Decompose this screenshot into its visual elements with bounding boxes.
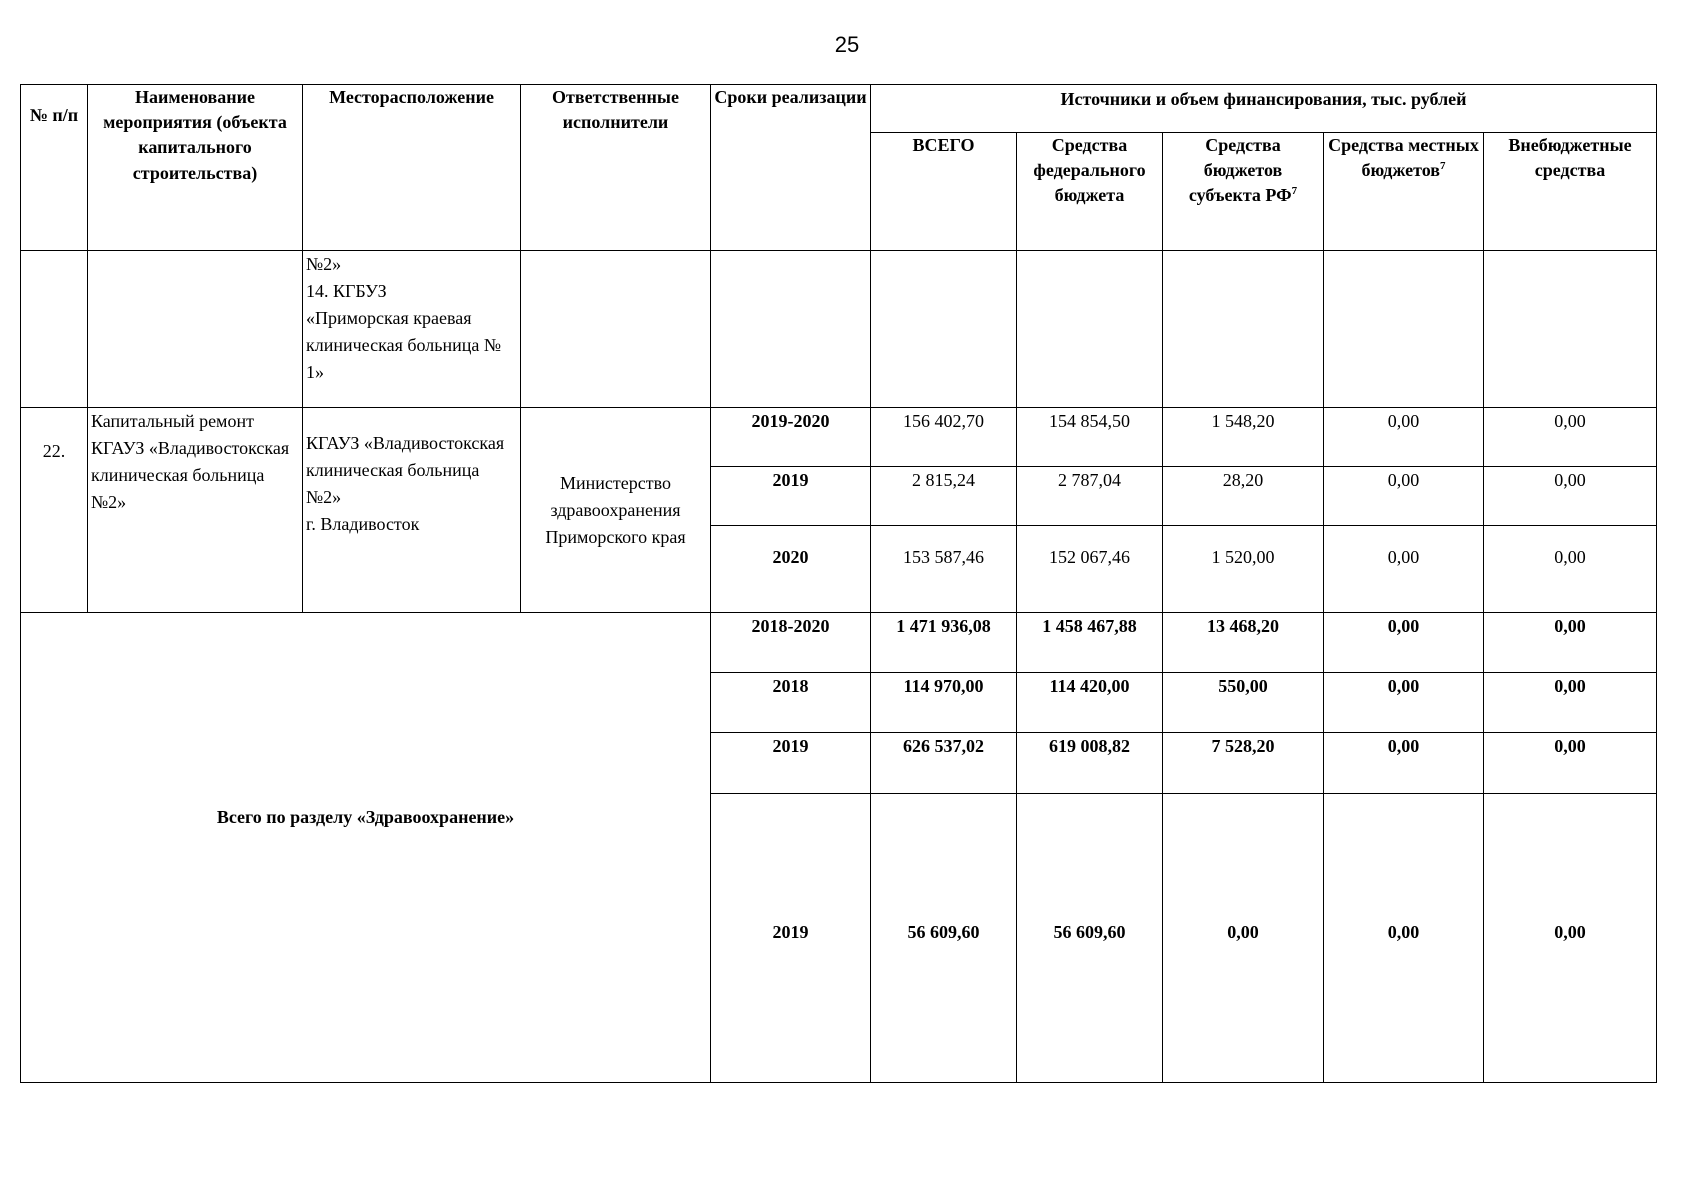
funding-table (20, 84, 1657, 1083)
header-name: Наименование мероприятия (объекта капитального строительства) (88, 85, 303, 251)
local-cell: 0,00 (1324, 673, 1484, 733)
local-cell: 0,00 (1324, 613, 1484, 673)
subject-cell: 7 528,20 (1163, 733, 1324, 794)
page-number: 25 (834, 32, 860, 57)
period-cell: 2018 (711, 673, 871, 733)
extra-cell: 0,00 (1484, 408, 1657, 467)
header-subject-text: Средства бюджетов субъекта РФ (1188, 135, 1292, 206)
header-federal: Средства федерального бюджета (1017, 133, 1163, 251)
cont-name (88, 251, 303, 408)
local-cell: 0,00 (1324, 526, 1484, 613)
extra-cell: 0,00 (1484, 733, 1657, 794)
extra-cell: 0,00 (1484, 467, 1657, 526)
extra-cell: 0,00 (1484, 526, 1657, 613)
federal-cell: 152 067,46 (1017, 526, 1163, 613)
row-number: 22. (21, 408, 88, 613)
period-cell: 2019 (711, 733, 871, 794)
subject-cell: 13 468,20 (1163, 613, 1324, 673)
total-cell: 153 587,46 (871, 526, 1017, 613)
local-cell: 0,00 (1324, 733, 1484, 794)
federal-cell: 2 787,04 (1017, 467, 1163, 526)
extra-cell: 0,00 (1484, 673, 1657, 733)
extra-cell: 0,00 (1484, 794, 1657, 1083)
federal-cell: 154 854,50 (1017, 408, 1163, 467)
header-local-text: Средства местных бюджетов (1328, 135, 1479, 181)
row-name: Капитальный ремонт КГАУЗ «Владивостокская клиническая больница №2» (88, 408, 303, 613)
subject-cell: 1 548,20 (1163, 408, 1324, 467)
header-extra: Внебюджетные средства (1484, 133, 1657, 251)
header-location: Месторасположение (303, 85, 521, 251)
table-row (21, 408, 1657, 467)
period-cell: 2019 (711, 467, 871, 526)
row-location: КГАУЗ «Владивостокская клиническая больница №2» г. Владивосток (303, 408, 521, 613)
total-cell: 1 471 936,08 (871, 613, 1017, 673)
federal-cell: 56 609,60 (1017, 794, 1163, 1083)
cont-num (21, 251, 88, 408)
extra-cell: 0,00 (1484, 613, 1657, 673)
subject-cell: 28,20 (1163, 467, 1324, 526)
header-period: Сроки реализации (711, 85, 871, 251)
cont-local (1324, 251, 1484, 408)
period-cell: 2019-2020 (711, 408, 871, 467)
cont-responsible (521, 251, 711, 408)
cont-subject (1163, 251, 1324, 408)
header-subject (1163, 133, 1324, 251)
local-cell: 0,00 (1324, 467, 1484, 526)
cont-total (871, 251, 1017, 408)
federal-cell: 619 008,82 (1017, 733, 1163, 794)
local-cell: 0,00 (1324, 408, 1484, 467)
total-cell: 626 537,02 (871, 733, 1017, 794)
header-row-1 (21, 85, 1657, 133)
total-cell: 2 815,24 (871, 467, 1017, 526)
header-funding-group: Источники и объем финансирования, тыс. рублей (871, 85, 1657, 133)
subject-cell: 550,00 (1163, 673, 1324, 733)
header-responsible: Ответственные исполнители (521, 85, 711, 251)
cont-location: №2» 14. КГБУЗ «Приморская краевая клиническая больница № 1» (303, 251, 521, 408)
header-total: ВСЕГО (871, 133, 1017, 251)
subject-cell: 1 520,00 (1163, 526, 1324, 613)
header-local (1324, 133, 1484, 251)
total-cell: 114 970,00 (871, 673, 1017, 733)
cont-extra (1484, 251, 1657, 408)
continuation-row (21, 251, 1657, 408)
summary-label: Всего по разделу «Здравоохранение» (21, 613, 711, 1083)
cont-federal (1017, 251, 1163, 408)
total-cell: 56 609,60 (871, 794, 1017, 1083)
row-responsible: Министерство здравоохранения Приморского края (521, 408, 711, 613)
federal-cell: 1 458 467,88 (1017, 613, 1163, 673)
total-cell: 156 402,70 (871, 408, 1017, 467)
period-cell: 2020 (711, 526, 871, 613)
subject-cell: 0,00 (1163, 794, 1324, 1083)
cont-period (711, 251, 871, 408)
local-cell: 0,00 (1324, 794, 1484, 1083)
header-num: № п/п (21, 85, 88, 251)
period-cell: 2019 (711, 794, 871, 1083)
summary-row (21, 613, 1657, 673)
footnote-ref: 7 (1440, 160, 1446, 173)
period-cell: 2018-2020 (711, 613, 871, 673)
footnote-ref: 7 (1291, 185, 1298, 198)
federal-cell: 114 420,00 (1017, 673, 1163, 733)
